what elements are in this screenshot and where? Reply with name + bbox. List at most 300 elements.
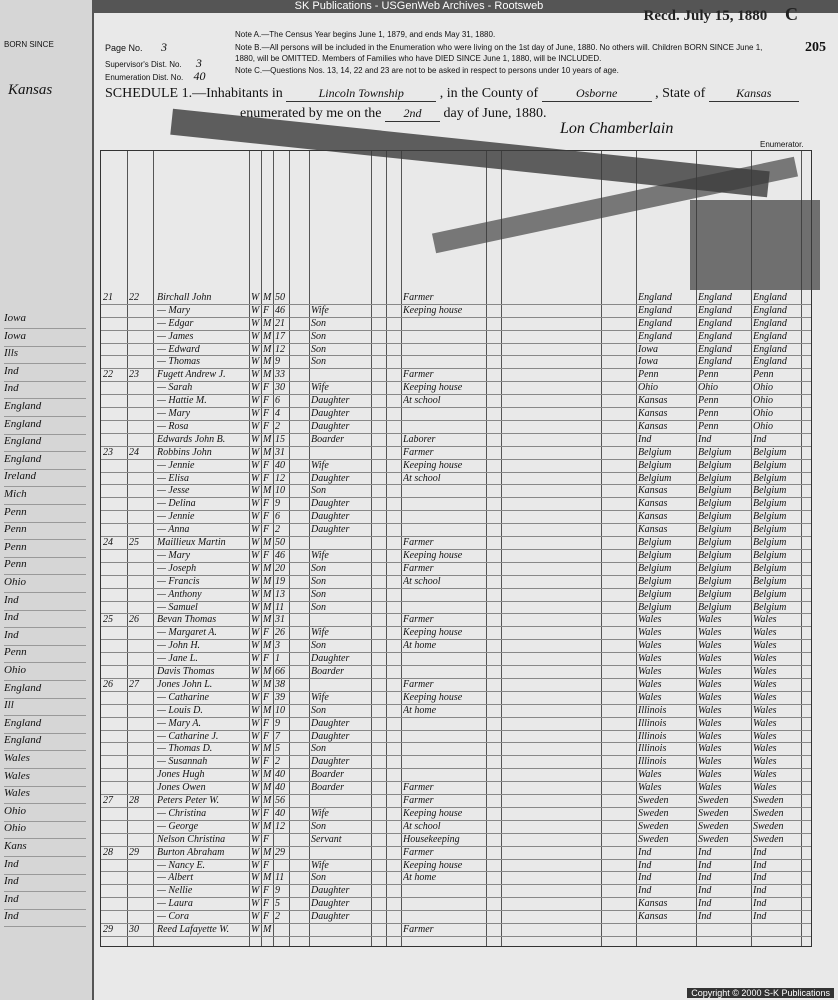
cell-age: 13 <box>275 588 285 600</box>
cell-mother: Ind <box>753 885 767 897</box>
census-record-row <box>101 626 811 640</box>
cell-name: — Thomas D. <box>157 743 213 755</box>
cell-name: Edwards John B. <box>157 433 226 445</box>
cell-sex: M <box>263 562 272 574</box>
cell-name: Davis Thomas <box>157 666 215 678</box>
cell-name: Burton Abraham <box>157 846 225 858</box>
cell-mother: Belgium <box>753 485 787 497</box>
cell-color: W <box>251 459 260 471</box>
enumeration-dist-field: Enumeration Dist. No. 40 <box>105 69 206 83</box>
cell-color: W <box>251 820 260 832</box>
cell-father: Ind <box>698 872 712 884</box>
cell-rel: Daughter <box>311 885 350 897</box>
cell-sex: M <box>263 820 272 832</box>
adjacent-page-row: Kans <box>4 840 86 857</box>
cell-sex: M <box>263 537 272 549</box>
cell-age: 2 <box>275 524 280 536</box>
cell-name: — Anna <box>157 524 190 536</box>
cell-rel: Boarder <box>311 433 344 445</box>
cell-sex: M <box>263 330 272 342</box>
cell-father: Wales <box>698 730 722 742</box>
cell-mother: Wales <box>753 730 777 742</box>
cell-name: — Jane L. <box>157 653 198 665</box>
cell-name: Bevan Thomas <box>157 614 217 626</box>
cell-rel: Boarder <box>311 666 344 678</box>
cell-occ: Farmer <box>403 678 434 690</box>
cell-birthplace: Wales <box>638 653 662 665</box>
cell-name: — Joseph <box>157 562 197 574</box>
cell-birthplace: Illinois <box>638 743 667 755</box>
cell-birthplace: Kansas <box>638 524 668 536</box>
cell-dwelling: 26 <box>103 678 113 690</box>
census-record-row <box>101 549 811 563</box>
cell-father: England <box>698 304 732 316</box>
cell-age: 39 <box>275 691 285 703</box>
cell-birthplace: Wales <box>638 640 662 652</box>
adjacent-page-row: Ind <box>4 910 86 927</box>
cell-occ: At school <box>403 395 441 407</box>
cell-family: 27 <box>129 678 139 690</box>
cell-dwelling: 25 <box>103 614 113 626</box>
cell-occ: Farmer <box>403 369 434 381</box>
cell-birthplace: Belgium <box>638 601 672 613</box>
cell-mother: Belgium <box>753 459 787 471</box>
census-record-row <box>101 910 811 924</box>
cell-mother: Wales <box>753 756 777 768</box>
cell-father: Wales <box>698 627 722 639</box>
cell-mother: Ind <box>753 846 767 858</box>
cell-occ: Keeping house <box>403 304 463 316</box>
cell-color: W <box>251 588 260 600</box>
cell-mother: Sweden <box>753 795 784 807</box>
cell-birthplace: England <box>638 291 672 303</box>
cell-sex: M <box>263 433 272 445</box>
cell-family: 23 <box>129 369 139 381</box>
cell-name: Peters Peter W. <box>157 795 220 807</box>
census-record-row <box>101 794 811 808</box>
cell-name: — Albert <box>157 872 194 884</box>
cell-mother: England <box>753 343 787 355</box>
cell-rel: Son <box>311 704 326 716</box>
cell-birthplace: Illinois <box>638 704 667 716</box>
adjacent-page-row: Ohio <box>4 664 86 681</box>
cell-sex: M <box>263 601 272 613</box>
census-record-row <box>101 381 811 395</box>
cell-color: W <box>251 743 260 755</box>
cell-mother: Wales <box>753 678 777 690</box>
cell-age: 40 <box>275 459 285 471</box>
cell-color: W <box>251 795 260 807</box>
cell-occ: Farmer <box>403 562 434 574</box>
cell-sex: F <box>263 807 270 819</box>
cell-mother: Belgium <box>753 524 787 536</box>
cell-father: Penn <box>698 369 719 381</box>
cell-mother: Ind <box>753 859 767 871</box>
cell-birthplace: Belgium <box>638 588 672 600</box>
adjacent-page-row: England <box>4 734 86 751</box>
census-record-row <box>101 356 811 370</box>
cell-birthplace: Kansas <box>638 408 668 420</box>
census-record-row <box>101 368 811 382</box>
cell-birthplace: Belgium <box>638 459 672 471</box>
site-banner: SK Publications - USGenWeb Archives - Rootsweb <box>0 0 838 13</box>
cell-dwelling: 22 <box>103 369 113 381</box>
cell-family: 30 <box>129 924 139 936</box>
cell-rel: Son <box>311 317 326 329</box>
census-record-row <box>101 575 811 589</box>
cell-name: — Cora <box>157 911 189 923</box>
adjacent-page-row: England <box>4 682 86 699</box>
cell-birthplace: Ind <box>638 872 652 884</box>
cell-father: Ind <box>698 859 712 871</box>
cell-occ: Farmer <box>403 291 434 303</box>
cell-age: 10 <box>275 704 285 716</box>
cell-color: W <box>251 408 260 420</box>
adjacent-page-row: England <box>4 418 86 435</box>
cell-age: 9 <box>275 885 280 897</box>
cell-sex: F <box>263 304 270 316</box>
cell-name: Reed Lafayette W. <box>157 924 230 936</box>
cell-age: 1 <box>275 653 280 665</box>
cell-age: 6 <box>275 395 280 407</box>
cell-color: W <box>251 356 260 368</box>
census-record-row <box>101 717 811 731</box>
cell-family: 29 <box>129 846 139 858</box>
cell-family: 25 <box>129 537 139 549</box>
census-record-row <box>101 678 811 692</box>
cell-age: 7 <box>275 730 280 742</box>
adjacent-page-row: Ind <box>4 611 86 628</box>
stamped-page-number: 205 <box>805 40 826 55</box>
cell-birthplace: Iowa <box>638 356 658 368</box>
cell-age: 9 <box>275 717 280 729</box>
cell-name: Robbins John <box>157 446 212 458</box>
cell-occ: Laborer <box>403 433 436 445</box>
cell-name: — Sarah <box>157 382 193 394</box>
cell-age: 2 <box>275 420 280 432</box>
cell-sex: M <box>263 795 272 807</box>
cell-rel: Boarder <box>311 782 344 794</box>
cell-color: W <box>251 420 260 432</box>
cell-birthplace: Belgium <box>638 472 672 484</box>
cell-father: Wales <box>698 653 722 665</box>
cell-age: 31 <box>275 614 285 626</box>
cell-sex: F <box>263 717 270 729</box>
adjacent-page-row: Ohio <box>4 822 86 839</box>
cell-sex: F <box>263 472 270 484</box>
census-record-row <box>101 639 811 653</box>
cell-mother: Sweden <box>753 820 784 832</box>
cell-name: — Edgar <box>157 317 194 329</box>
cell-sex: F <box>263 730 270 742</box>
cell-sex: F <box>263 511 270 523</box>
census-record-row <box>101 807 811 821</box>
cell-mother: Wales <box>753 717 777 729</box>
cell-father: Wales <box>698 691 722 703</box>
cell-rel: Daughter <box>311 524 350 536</box>
cell-color: W <box>251 666 260 678</box>
cell-father: Belgium <box>698 524 732 536</box>
cell-father: Wales <box>698 769 722 781</box>
cell-name: — Anthony <box>157 588 202 600</box>
adjacent-page-row: Ohio <box>4 805 86 822</box>
adjacent-page-row: Iowa <box>4 330 86 347</box>
cell-age: 3 <box>275 640 280 652</box>
adjacent-page-row: Ind <box>4 594 86 611</box>
cell-color: W <box>251 653 260 665</box>
cell-age: 19 <box>275 575 285 587</box>
cell-name: — Thomas <box>157 356 201 368</box>
cell-color: W <box>251 446 260 458</box>
cell-name: — Francis <box>157 575 200 587</box>
cell-name: — George <box>157 820 199 832</box>
cell-color: W <box>251 833 260 845</box>
cell-mother: England <box>753 317 787 329</box>
adjacent-page-row: Ind <box>4 629 86 646</box>
cell-occ: Keeping house <box>403 549 463 561</box>
cell-father: Belgium <box>698 575 732 587</box>
adjacent-page-row: England <box>4 453 86 470</box>
cell-sex: F <box>263 524 270 536</box>
cell-mother: Belgium <box>753 446 787 458</box>
note-c: Note C.—Questions Nos. 13, 14, 22 and 23 are not to be asked in respect to persons under 10 years of age. <box>235 66 619 75</box>
census-record-row <box>101 536 811 550</box>
cell-mother: Ohio <box>753 408 773 420</box>
cell-mother: Belgium <box>753 601 787 613</box>
cell-color: W <box>251 846 260 858</box>
supervisor-dist-field: Supervisor's Dist. No. 3 <box>105 56 202 70</box>
cell-father: Belgium <box>698 549 732 561</box>
cell-age: 29 <box>275 846 285 858</box>
cell-occ: Keeping house <box>403 627 463 639</box>
cell-sex: F <box>263 911 270 923</box>
cell-father: Sweden <box>698 807 729 819</box>
received-stamp: Recd. July 15, 1880 C <box>643 4 798 24</box>
cell-occ: At school <box>403 472 441 484</box>
cell-age: 11 <box>275 872 285 884</box>
cell-occ: Keeping house <box>403 382 463 394</box>
cell-rel: Daughter <box>311 498 350 510</box>
cell-age: 9 <box>275 356 280 368</box>
cell-sex: M <box>263 446 272 458</box>
cell-father: England <box>698 317 732 329</box>
cell-mother: Ind <box>753 911 767 923</box>
cell-mother: Wales <box>753 614 777 626</box>
cell-father: Belgium <box>698 446 732 458</box>
cell-name: — Edward <box>157 343 200 355</box>
cell-age: 31 <box>275 446 285 458</box>
cell-father: England <box>698 330 732 342</box>
cell-rel: Son <box>311 588 326 600</box>
cell-mother: Wales <box>753 769 777 781</box>
cell-mother: Ohio <box>753 382 773 394</box>
cell-mother: England <box>753 356 787 368</box>
cell-color: W <box>251 382 260 394</box>
cell-mother: Belgium <box>753 562 787 574</box>
cell-rel: Daughter <box>311 653 350 665</box>
cell-color: W <box>251 678 260 690</box>
cell-color: W <box>251 317 260 329</box>
adjacent-page-row: Penn <box>4 523 86 540</box>
census-record-row <box>101 730 811 744</box>
cell-age: 20 <box>275 562 285 574</box>
cell-sex: M <box>263 614 272 626</box>
cell-sex: M <box>263 317 272 329</box>
cell-occ: Keeping house <box>403 807 463 819</box>
census-record-row <box>101 291 811 305</box>
cell-occ: Farmer <box>403 924 434 936</box>
cell-father: Belgium <box>698 511 732 523</box>
cell-name: — Margaret A. <box>157 627 217 639</box>
cell-rel: Wife <box>311 691 329 703</box>
cell-rel: Son <box>311 872 326 884</box>
census-record-row <box>101 523 811 537</box>
cell-color: W <box>251 704 260 716</box>
cell-dwelling: 24 <box>103 537 113 549</box>
cell-birthplace: Belgium <box>638 537 672 549</box>
adjacent-page-row: Ind <box>4 365 86 382</box>
cell-birthplace: Wales <box>638 782 662 794</box>
adjacent-page-row: Wales <box>4 770 86 787</box>
cell-color: W <box>251 872 260 884</box>
cell-color: W <box>251 511 260 523</box>
cell-color: W <box>251 549 260 561</box>
cell-birthplace: Belgium <box>638 562 672 574</box>
cell-sex: M <box>263 485 272 497</box>
adjacent-page-row: Ind <box>4 875 86 892</box>
cell-dwelling: 21 <box>103 291 113 303</box>
cell-name: — Mary <box>157 408 191 420</box>
cell-mother: England <box>753 291 787 303</box>
cell-father: England <box>698 291 732 303</box>
cell-birthplace: Wales <box>638 769 662 781</box>
cell-age: 46 <box>275 304 285 316</box>
adjacent-page-row: Wales <box>4 787 86 804</box>
cell-mother: Ohio <box>753 395 773 407</box>
census-record-row <box>101 472 811 486</box>
cell-dwelling: 28 <box>103 846 113 858</box>
cell-occ: Farmer <box>403 795 434 807</box>
enumerator-label: Enumerator. <box>760 140 804 149</box>
cell-sex: M <box>263 704 272 716</box>
cell-rel: Wife <box>311 304 329 316</box>
cell-rel: Daughter <box>311 911 350 923</box>
cell-name: Jones John L. <box>157 678 213 690</box>
cell-father: Ind <box>698 911 712 923</box>
adjacent-page-row: Penn <box>4 558 86 575</box>
census-record-row <box>101 562 811 576</box>
cell-rel: Son <box>311 562 326 574</box>
cell-birthplace: Kansas <box>638 485 668 497</box>
cell-color: W <box>251 627 260 639</box>
cell-color: W <box>251 304 260 316</box>
cell-rel: Son <box>311 601 326 613</box>
census-record-row <box>101 846 811 860</box>
cell-sex: F <box>263 549 270 561</box>
cell-sex: F <box>263 420 270 432</box>
cell-age: 56 <box>275 795 285 807</box>
cell-occ: At home <box>403 640 437 652</box>
cell-birthplace: England <box>638 304 672 316</box>
adjacent-page-row: Penn <box>4 506 86 523</box>
cell-age: 15 <box>275 433 285 445</box>
cell-birthplace: Kansas <box>638 911 668 923</box>
cell-father: Penn <box>698 408 719 420</box>
cell-age: 5 <box>275 743 280 755</box>
cell-color: W <box>251 769 260 781</box>
cell-name: Maillieux Martin <box>157 537 226 549</box>
cell-sex: F <box>263 395 270 407</box>
cell-age: 12 <box>275 820 285 832</box>
cell-name: — Jennie <box>157 511 195 523</box>
cell-father: Belgium <box>698 472 732 484</box>
census-record-row <box>101 497 811 511</box>
cell-father: Ind <box>698 898 712 910</box>
cell-dwelling: 29 <box>103 924 113 936</box>
note-b: Note B.—All persons will be included in the Enumeration who were living on the 1st day of June, 1880. No others will. Children BORN SINCE June 1, 1880, will be OMITTED. Members of Families who have DIED SINCE June 1, 1880, will be INCLUDED. <box>235 43 763 63</box>
cell-rel: Son <box>311 743 326 755</box>
cell-rel: Daughter <box>311 420 350 432</box>
cell-mother: Wales <box>753 627 777 639</box>
census-record-row <box>101 510 811 524</box>
cell-rel: Son <box>311 640 326 652</box>
cell-sex: F <box>263 382 270 394</box>
cell-name: — Nancy E. <box>157 859 206 871</box>
census-record-row <box>101 923 811 937</box>
cell-name: Birchall John <box>157 291 212 303</box>
cell-birthplace: Wales <box>638 691 662 703</box>
census-record-row <box>101 691 811 705</box>
cell-rel: Wife <box>311 627 329 639</box>
cell-occ: At home <box>403 704 437 716</box>
cell-mother: Wales <box>753 704 777 716</box>
cell-sex: F <box>263 691 270 703</box>
cell-rel: Daughter <box>311 472 350 484</box>
cell-father: Ind <box>698 885 712 897</box>
cell-sex: F <box>263 859 270 871</box>
adjacent-page-row: Iowa <box>4 312 86 329</box>
cell-sex: M <box>263 743 272 755</box>
cell-name: — Mary <box>157 549 191 561</box>
cell-name: — Catharine J. <box>157 730 219 742</box>
cell-rel: Son <box>311 820 326 832</box>
cell-color: W <box>251 717 260 729</box>
cell-birthplace: Belgium <box>638 446 672 458</box>
cell-name: — Susannah <box>157 756 208 768</box>
cell-color: W <box>251 485 260 497</box>
copyright-footer: Copyright © 2000 S-K Publications <box>687 988 834 998</box>
cell-mother: Wales <box>753 691 777 703</box>
cell-name: — Delina <box>157 498 196 510</box>
census-record-row <box>101 704 811 718</box>
cell-father: England <box>698 343 732 355</box>
cell-birthplace: Belgium <box>638 575 672 587</box>
cell-rel: Daughter <box>311 730 350 742</box>
cell-father: Wales <box>698 614 722 626</box>
cell-color: W <box>251 524 260 536</box>
cell-birthplace: Sweden <box>638 807 669 819</box>
cell-father: Wales <box>698 782 722 794</box>
cell-occ: Housekeeping <box>403 833 460 845</box>
cell-mother: Wales <box>753 653 777 665</box>
cell-age: 12 <box>275 472 285 484</box>
adjacent-page-state: Kansas <box>8 82 53 98</box>
adjacent-page-row: Penn <box>4 541 86 558</box>
cell-sex: M <box>263 666 272 678</box>
cell-mother: Wales <box>753 666 777 678</box>
adjacent-page-row: Ills <box>4 347 86 364</box>
cell-dwelling: 23 <box>103 446 113 458</box>
